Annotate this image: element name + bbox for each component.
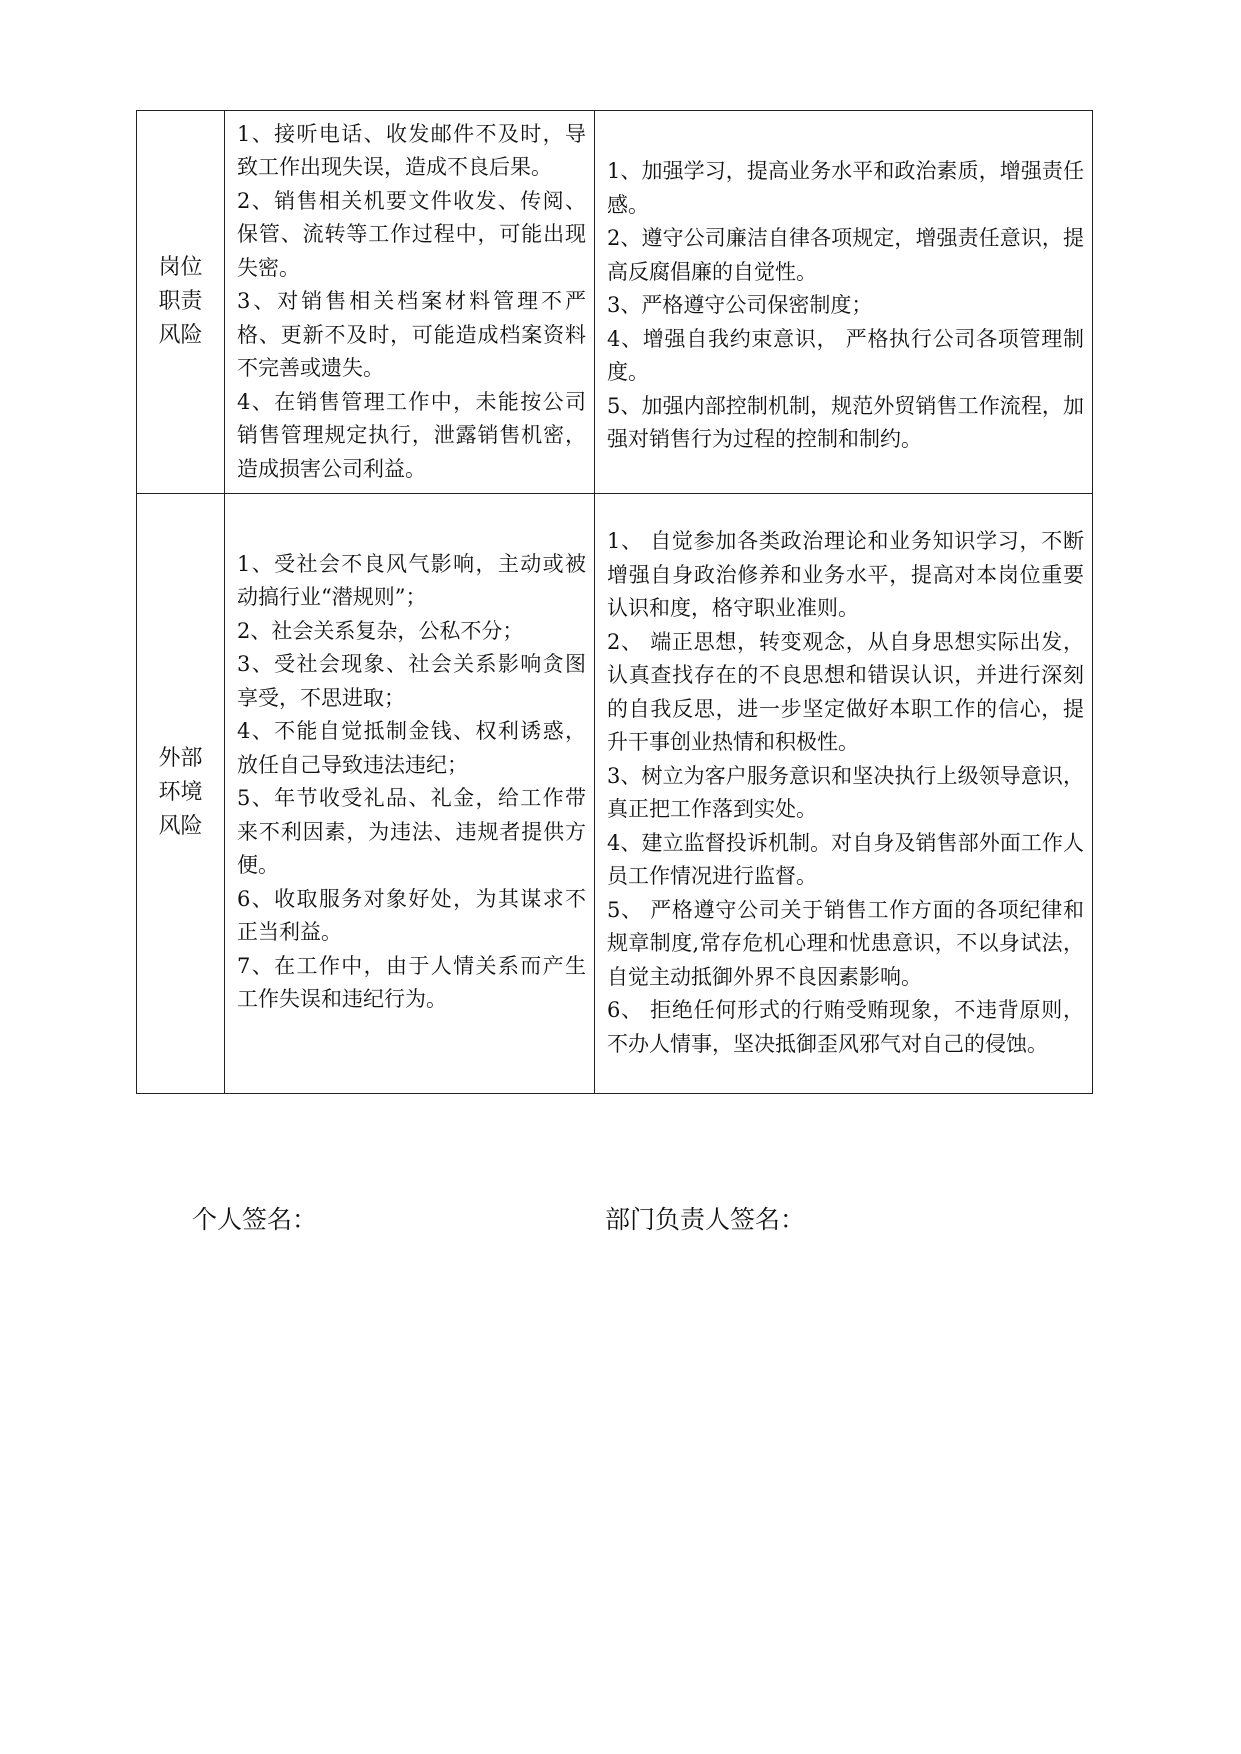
category-cell — [137, 111, 225, 494]
personal-signature-label: 个人签名： — [192, 1205, 318, 1234]
measure-item: 4、增强自我约束意识， 严格执行公司各项管理制度。 — [607, 326, 1084, 384]
measure-item: 2、遵守公司廉洁自律各项规定，增强责任意识，提高反腐倡廉的自觉性。 — [607, 226, 1084, 284]
measure-item: 5、 严格遵守公司关于销售工作方面的各项纪律和规章制度,常存危机心理和忧患意识，不以身试法，自觉主动抵御外界不良因素影响。 — [607, 897, 1084, 989]
risk-points-cell — [225, 493, 595, 1093]
risk-item: 3、受社会现象、社会关系影响贪图享受，不思进取； — [237, 652, 586, 710]
category-line: 风险 — [158, 814, 203, 839]
measure-item: 5、加强内部控制机制，规范外贸销售工作流程，加强对销售行为过程的控制和制约。 — [607, 393, 1084, 451]
category-line: 职责 — [158, 288, 203, 314]
risk-item: 4、在销售管理工作中，未能按公司销售管理规定执行，泄露销售机密，造成损害公司利益。 — [237, 389, 586, 481]
measure-item: 1、加强学习，提高业务水平和政治素质，增强责任感。 — [607, 159, 1084, 217]
risk-item: 3、对销售相关档案材料管理不严格、更新不及时，可能造成档案资料不完善或遗失。 — [237, 289, 586, 380]
table-row-post-duty-risk — [137, 111, 1093, 494]
category-cell — [137, 493, 225, 1093]
signature-section — [0, 1200, 1241, 1240]
category-line: 环境 — [158, 780, 203, 805]
measure-item: 2、 端正思想，转变观念，从自身思想实际出发，认真查找存在的不良思想和错误认识，并进行深刻的自我反思，进一步坚定做好本职工作的信心，提升干事创业热情和积极性。 — [607, 629, 1084, 754]
risk-table — [136, 110, 1093, 1094]
department-head-signature-label: 部门负责人签名： — [605, 1205, 806, 1234]
category-line: 外部 — [158, 746, 203, 771]
risk-points-cell — [225, 111, 595, 494]
risk-item: 5、年节收受礼品、礼金，给工作带来不利因素，为违法、违规者提供方便。 — [237, 786, 586, 877]
risk-item: 2、销售相关机要文件收发、传阅、保管、流转等工作过程中，可能出现失密。 — [237, 188, 586, 280]
risk-item: 1、受社会不良风气影响，主动或被动搞行业“潜规则”； — [237, 551, 586, 609]
prevention-measures-cell — [595, 493, 1093, 1093]
measure-item: 3、严格遵守公司保密制度； — [607, 293, 873, 317]
measure-item: 6、 拒绝任何形式的行贿受贿现象，不违背原则，不办人情事，坚决抵御歪风邪气对自己的侵蚀。 — [607, 998, 1084, 1056]
measure-item: 3、树立为客户服务意识和坚决执行上级领导意识，真正把工作落到实处。 — [607, 763, 1084, 821]
risk-item: 4、不能自觉抵制金钱、权利诱惑，放任自己导致违法违纪； — [237, 719, 586, 777]
measure-item: 4、建立监督投诉机制。对自身及销售部外面工作人员工作情况进行监督。 — [607, 830, 1084, 888]
table-row-external-environment-risk — [137, 493, 1093, 1093]
prevention-measures-cell — [595, 111, 1093, 494]
risk-item: 1、接听电话、收发邮件不及时，导致工作出现失误，造成不良后果。 — [237, 121, 586, 179]
category-line: 风险 — [158, 322, 203, 348]
risk-item: 7、在工作中，由于人情关系而产生工作失误和违纪行为。 — [237, 953, 586, 1011]
measure-item: 1、 自觉参加各类政治理论和业务知识学习，不断增强自身政治修养和业务水平，提高对本岗位重要认识和度，格守职业准则。 — [607, 529, 1084, 620]
risk-item: 2、社会关系复杂，公私不分； — [237, 618, 524, 643]
category-line: 岗位 — [158, 254, 203, 280]
risk-item: 6、收取服务对象好处，为其谋求不正当利益。 — [237, 886, 586, 944]
